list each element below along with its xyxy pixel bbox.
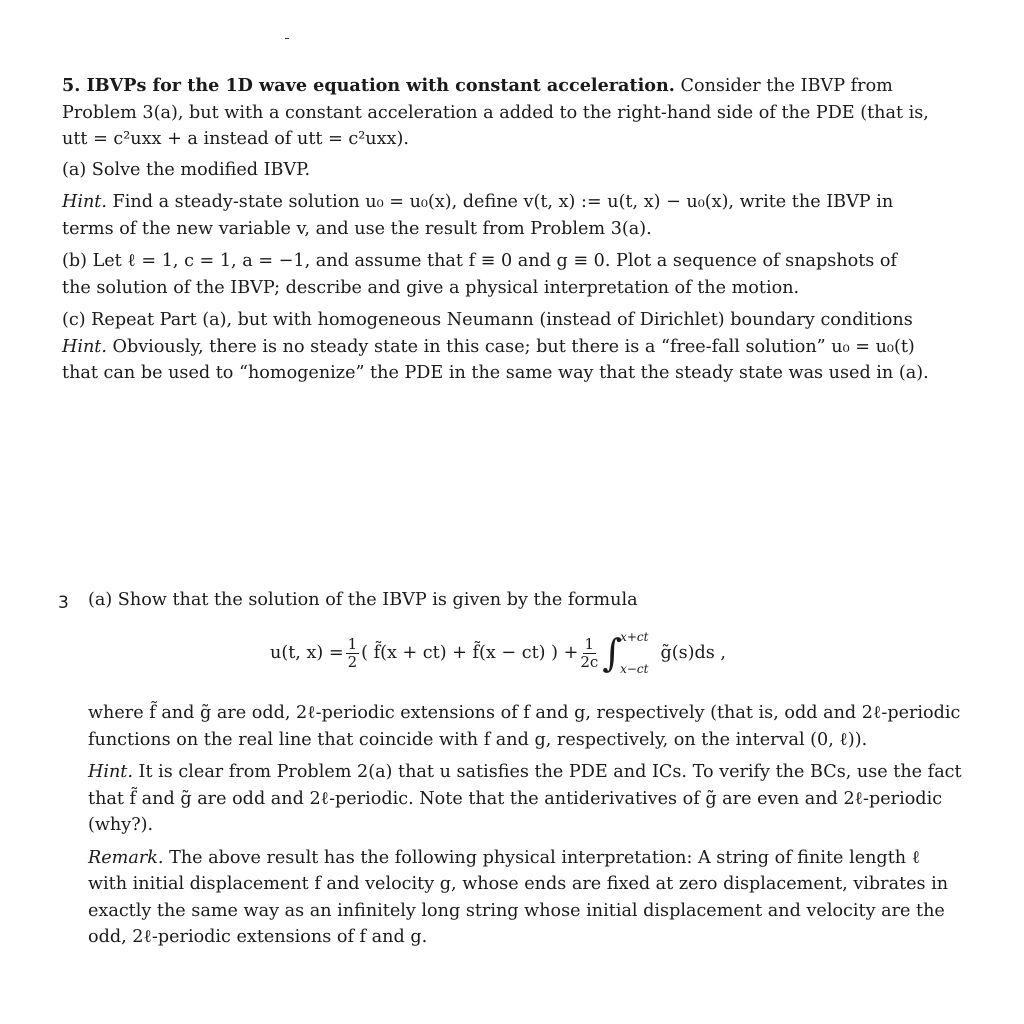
- where-line-2: functions on the real line that coincide with f and g, respectively, on the interval (0, ℓ)).: [88, 729, 868, 750]
- problem-5-line-2: Problem 3(a), but with a constant acceleration a added to the right-hand side of the PDE (that is,: [62, 102, 929, 123]
- part-c: (c) Repeat Part (a), but with homogeneous Neumann (instead of Dirichlet) boundary conditions: [62, 310, 913, 330]
- problem-3-intro: [88, 587, 906, 614]
- integral: [602, 630, 648, 676]
- integral-lower-limit: x−ct: [620, 662, 649, 676]
- hint-a-line-2: terms of the new variable v, and use the result from Problem 3(a).: [62, 218, 652, 239]
- formula-lhs: u(t, x) =: [270, 643, 344, 663]
- problem-3-part-a: (a) Show that the solution of the IBVP is given by the formula: [88, 590, 638, 610]
- part-b-line-2: the solution of the IBVP; describe and give a physical interpretation of the motion.: [62, 277, 800, 298]
- problem-5-heading: 5. IBVPs for the 1D wave equation with constant acceleration.: [62, 75, 675, 96]
- hint-c-line-1: Hint. Obviously, there is no steady state in this case; but there is a “free-fall solution” u₀ = u₀(t): [62, 336, 915, 357]
- hint-a-line-1: Hint. Find a steady-state solution u₀ = u₀(x), define v(t, x) := u(t, x) − u₀(x), write the IBVP in: [62, 192, 894, 212]
- part-b-line-1: (b) Let ℓ = 1, c = 1, a = −1, and assume that f ≡ 0 and g ≡ 0. Plot a sequence of snapshots of: [62, 251, 898, 271]
- hint-3-line-1: Hint. It is clear from Problem 2(a) that u satisfies the PDE and ICs. To verify the BCs, use the fact: [88, 762, 962, 782]
- problem-5: [62, 73, 929, 387]
- integral-upper-limit: x+ct: [620, 630, 649, 644]
- hint-3-line-3: (why?).: [88, 815, 154, 835]
- fraction-one-half: $\frac{1}{2}$: [347, 634, 358, 671]
- remark-line-2: with initial displacement f and velocity g, whose ends are fixed at zero displacement, vibrates in: [88, 874, 949, 894]
- where-line-1: where f̃ and g̃ are odd, 2ℓ-periodic extensions of f and g, respectively (that is, odd and 2ℓ-periodic: [88, 703, 961, 723]
- integrand: g̃(s)ds ,: [660, 643, 726, 663]
- problem-3-number: 3: [58, 593, 69, 613]
- hint-a-label: Hint.: [62, 192, 107, 212]
- remark-line-1: Remark. The above result has the following physical interpretation: A string of finite length ℓ: [88, 847, 921, 868]
- hint-3-line-2: that f̃ and g̃ are odd and 2ℓ-periodic. Note that the antiderivatives of g̃ are even and 2ℓ-periodic: [88, 788, 943, 809]
- hint-c-label: Hint.: [62, 336, 107, 357]
- problem-5-line-3: utt = c²uxx + a instead of utt = c²uxx).: [62, 129, 409, 149]
- hint-c-line-2: that can be used to “homogenize” the PDE in the same way that the steady state was used in (a).: [62, 363, 929, 383]
- remark-label: Remark.: [88, 847, 164, 868]
- remark-line-3: exactly the same way as an infinitely long string whose initial displacement and velocity are the: [88, 900, 945, 921]
- remark-line-4: odd, 2ℓ-periodic extensions of f and g.: [88, 927, 428, 947]
- hint-3-label: Hint.: [88, 762, 133, 782]
- fraction-one-over-2c: $\frac{1}{2c}$: [580, 634, 599, 671]
- stray-mark: [285, 38, 289, 39]
- dalembert-formula: [270, 630, 726, 676]
- formula-middle: ( f̃(x + ct) + f̃(x − ct) ) +: [361, 643, 579, 663]
- problem-5-line-1: 5. IBVPs for the 1D wave equation with constant acceleration. Consider the IBVP from: [62, 75, 893, 96]
- integral-sign-icon: ∫: [602, 631, 623, 675]
- part-a: (a) Solve the modified IBVP.: [62, 159, 311, 180]
- problem-3-body: [88, 700, 962, 951]
